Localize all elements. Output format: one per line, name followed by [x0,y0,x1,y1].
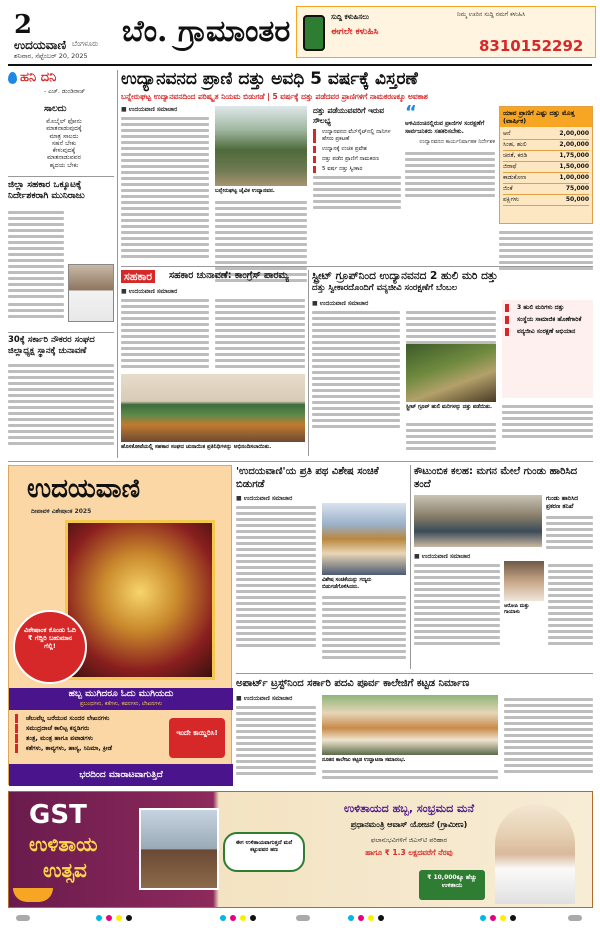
adoption-amount: 1,75,000 [559,152,589,159]
gst-ad [8,791,593,908]
quote-text: ಅಳಿವಿನಂಚಿನಲ್ಲಿರುವ ಪ್ರಾಣಿಗಳ ಸಂರಕ್ಷಣೆಗೆ ಸಾರ್ವಜನಿಕರು ಸಹಕರಿಸಬೇಕು. [405,120,485,135]
family-headline: ಕೌಟುಂಬಿಕ ಕಲಹ: ಮಗನ ಮೇಲೆ ಗುಂಡು ಹಾರಿಸಿದ ತಂದೆ [414,466,578,490]
page-number: 2 [14,10,33,40]
sahakara-story [121,270,305,458]
tiger-subhead: ದತ್ತು ಸ್ವೀಕಾರದೊಂದಿಗೆ ವನ್ಯಜೀವಿ ಸಂರಕ್ಷಣೆಗೆ ಬೆಂಬಲ [312,283,458,293]
lead-photo-caption: ಬನ್ನೇರುಘಟ್ಟ ಜೈವಿಕ ಉದ್ಯಾನವನ. [215,188,275,194]
family-photo-2 [504,561,544,601]
ad-badge: ವಿಶೇಷಾಂಕ ಕೊಂಡು ಓದಿ ₹ ಗೆದ್ದಿರಿ ಬಹುಮಾನ ಗೆಲ್ಲಿ! [13,610,87,684]
special-caption: ವಿಶೇಷ ಸಂಚಿಕೆಯನ್ನು ಗಣ್ಯರು ಬಿಡುಗಡೆಗೊಳಿಸಿದರು. [322,577,372,590]
tiger-byline: ■ ಉದಯವಾಣಿ ಸಮಾಚಾರ [312,300,369,307]
ad-subtitle: ದೀಪಾವಳಿ ವಿಶೇಷಾಂಕ 2025 [31,508,92,515]
gst-banner: ಉಳಿತಾಯದ ಹಬ್ಬ, ಸಂಭ್ರಮದ ಮನೆ [343,802,475,815]
diya-icon [13,888,53,902]
drop-icon [8,72,17,84]
family-side-caption: ಗುಂಡು ಹಾರಿಸಿದ ಪ್ರಕರಣ ತನಿಖೆ [546,495,579,510]
adoption-amount: 75,000 [565,185,589,192]
sahakara-caption: ಹೊಸಕೋಟೆಯಲ್ಲಿ ಸಹಕಾರ ಸಂಘದ ಚುನಾಯಿತ ಪ್ರತಿನಿಧಿಗಳನ್ನು ಅಭಿನಂದಿಸಲಾಯಿತು. [121,444,272,450]
adoption-amount: 1,50,000 [559,163,589,170]
poem-line: ಕೇಳುವುದಕ್ಕೆ [52,147,76,155]
adoption-amount: 2,00,000 [559,130,589,137]
gst-sub: ಫಲಾನುಭವಿಗಳಿಗೆ ಜಿಎಸ್‌ಟಿ ಪರಿಹಾರ [370,836,448,844]
facility-item: 5 ವರ್ಷ ದತ್ತು ಸ್ವೀಕಾರ [313,166,401,173]
adoption-table-row [503,195,589,206]
special-issue-story [236,465,406,671]
facility-box [313,106,401,256]
registration-marks [0,912,600,926]
portrait-photo [68,264,114,322]
left-story-1 [8,180,114,330]
family-byline: ■ ಉದಯವಾಣಿ ಸಮಾಚಾರ [414,553,471,560]
special-headline: 'ಉದಯವಾಣಿ'ಯ ಪ್ರತಿ ಪಥ ವಿಶೇಷ ಸಂಚಿಕೆ ಬಿಡುಗಡೆ [236,466,379,490]
tiger-box [502,300,593,398]
cover-image [65,520,215,680]
masthead [0,0,600,62]
ad-side-badge: ಇಂದೇ ಕಾಯ್ದಿರಿಸಿ! [169,718,225,758]
gst-amount: ಹಾಗೂ ₹ 1.3 ಲಕ್ಷದವರೆಗೆ ನೆರವು [365,848,453,857]
left-story-2 [8,335,114,460]
poem-line: ಮಾತ್ರ ಸಾಲದು [49,132,79,140]
contact-phone: 8310152292 [479,37,584,55]
adoption-animal: ಜಿಂಕೆ [503,185,513,192]
edition: ಬೆಂಗಳೂರು [72,40,99,48]
tiger-caption: ಸ್ಟ್ರೀಟ್ ಗ್ರೂಪ್ ಹುಲಿ ಮರಿಗಳನ್ನು ದತ್ತು ಪಡೆಯಿತು. [406,404,493,410]
ad-band-1-sub: ಪ್ರಬಂಧಗಳು, ಕತೆಗಳು, ಕವನಗಳು, ಲೇಖನಗಳು [80,701,162,707]
tiger-headline: ಸ್ಟ್ರೀಟ್ ಗ್ರೂಪ್‌ನಿಂದ ಉದ್ಯಾನವನದ 2 ಹುಲಿ ಮರಿ ದತ್ತು [312,270,498,282]
adoption-amount: 1,00,000 [559,174,589,181]
facility-item: ಉದ್ಯಾನವನದ ವೆಬ್‌ಸೈಟ್‌ನಲ್ಲಿ ದಾನಿಗಳ ಹೆಸರು ಪ್ರಕಟಣೆ [313,129,401,143]
adoption-table-title: ಯಾವ ಪ್ರಾಣಿಗೆ ಎಷ್ಟು ದತ್ತು ಮೊತ್ತ (ವಾರ್ಷಿಕ) [500,107,592,127]
adoption-table-row [503,140,589,151]
contact-ad [296,6,596,58]
poem-line: ಮಾತನಾಡುವವರ [46,154,82,162]
sahakara-tag: ಸಹಕಾರ [121,270,155,283]
adoption-table-row [503,151,589,162]
adoption-table [499,106,593,224]
adoption-animal: ಕಾಡುಕೋಣ [503,174,527,181]
college-building-story [236,677,593,787]
family-photo [414,495,542,547]
adoption-amount: 2,00,000 [559,141,589,148]
quote-box [405,102,495,256]
tiger-box-item: ಸಂಸ್ಥೆಯ ಸಾಮಾಜಿಕ ಹೊಣೆಗಾರಿಕೆ [505,316,590,324]
college-caption: ನೂತನ ಕಾಲೇಜು ಕಟ್ಟಡ ಉದ್ಘಾಟನಾ ಸಮಾರಂಭ. [322,757,406,763]
adoption-table-row [503,173,589,184]
sahakara-photo [121,374,305,442]
adoption-animal: ಸಿಂಹ, ಹುಲಿ [503,141,527,148]
gst-text: GST [29,800,87,830]
lead-photo [215,106,307,186]
gst-scheme: ಪ್ರಧಾನಮಂತ್ರಿ ಆವಾಸ್ ಯೋಜನೆ (ಗ್ರಾಮೀಣ) [350,820,468,829]
tiger-box-item: ವನ್ಯಜೀವಿ ಸಂರಕ್ಷಣೆ ಅಭಿಯಾನ [505,328,590,336]
ad-band-1-text: ಹಬ್ಬ ಮುಗಿದರೂ ಓದು ಮುಗಿಯದು [68,689,174,699]
college-photo [322,695,498,755]
facility-item: ಉದ್ಯಾನಕ್ಕೆ ಉಚಿತ ಪ್ರವೇಶ [313,146,401,153]
left-story-1-headline: ಜಿಲ್ಲಾ ಸಹಕಾರ ಒಕ್ಕೂಟಕ್ಕೆ ನಿರ್ದೇಶಕರಾಗಿ ಮುನಿರಾಜು [8,180,85,201]
adoption-animal: ಜಿರಾಫೆ [503,163,517,170]
contact-ad-text-1: ಸುದ್ದಿ ಕಳುಹಿಸಲು [331,13,370,21]
gst-bubble: ಈಗ ಉಳಿತಾಯವಾಗುತ್ತದೆ ಮನೆ ಕಟ್ಟುವವರ ಹಣ [223,832,305,872]
ad-bullet: ಸಮುದ್ರದಾಚೆ ಕಾಲಿಟ್ಟ ಕನ್ನಡಿಗರು [15,724,163,733]
family-caption: ಆರೋಪಿ ಮತ್ತು ಗಾಯಾಳು [504,603,530,615]
ad-bullet: ತಂತ್ರ, ಮಂತ್ರ ಹಾಗೂ ಪವಾಡಗಳು [15,734,163,743]
poem-title: ಸಾಲದು [44,104,67,114]
adoption-amount: 50,000 [565,196,589,203]
house-image [139,808,219,890]
hanidani-author: - ಎಚ್. ಡುಂಡಿರಾಜ್ [44,88,86,95]
issue-date: ಶನಿವಾರ, ಸೆಪ್ಟೆಂಬರ್ 20, 2025 [14,52,88,60]
gst-line-1: ಉಳಿತಾಯ [29,832,98,856]
quote-author: ಉದ್ಯಾನವನದ ಕಾರ್ಯನಿರ್ವಾಹಕ ನಿರ್ದೇಶಕ [419,139,495,145]
facility-box-title: ದತ್ತು ಪಡೆಯುವವರಿಗೆ ಇರುವ ಸೌಲಭ್ಯ [313,106,385,125]
gst-save: ₹ 10,000ಕ್ಕೂ ಹೆಚ್ಚು ಉಳಿತಾಯ [419,870,485,900]
ad-bullet: ಕತೆಗಳು, ಕಾವ್ಯಗಳು, ಹಾಸ್ಯ, ಸಿನಿಮಾ, ಕ್ರೀಡೆ [15,744,163,753]
adoption-animal: ಆನೆ [503,130,511,137]
udayavani-special-ad [8,465,232,785]
tiger-box-item: 3 ಹುಲಿ ಮರಿಗಳು ದತ್ತು [505,304,590,312]
tiger-photo [406,344,496,402]
hanidani-title: ಹನಿ ದನಿ [20,70,57,85]
sahakara-headline: ಸಹಕಾರ ಚುನಾವಣೆ: ಕಾಂಗ್ರೆಸ್ ಪಾರಮ್ಯ [169,270,289,281]
lead-headline: ಉದ್ಯಾನವನದ ಪ್ರಾಣಿ ದತ್ತು ಅವಧಿ 5 ವರ್ಷಕ್ಕೆ ವಿಸ್ತರಣೆ [121,69,418,89]
ad-logo: ಉದಯವಾಣಿ [27,474,140,504]
adoption-table-row [503,162,589,173]
poem-line: ಮೊಬೈಲ್ ಫೋನು [46,118,82,125]
ad-band-1 [9,688,233,710]
college-headline: ಅಪಾರ್ಟ್ ಟ್ರಸ್ಟ್‌ನಿಂದ ಸರ್ಕಾರಿ ಪದವಿ ಪೂರ್ವ ಕಾಲೇಜಿಗೆ ಕಟ್ಟಡ ನಿರ್ಮಾಣ [236,678,470,689]
college-byline: ■ ಉದಯವಾಣಿ ಸಮಾಚಾರ [236,695,293,702]
phone-icon [303,15,325,51]
ad-bullet: ಚೆಲುವೆಲ್ಲ ಬರೆಯುವ ಸುಂದರ ಲೇಖನಗಳು [15,714,163,723]
contact-ad-text-2: ಈಗಲೇ ಕಳುಹಿಸಿ [331,27,379,37]
sahakara-byline: ■ ಉದಯವಾಣಿ ಸಮಾಚಾರ [121,288,178,295]
quote-mark-icon: “ [405,102,417,123]
family-dispute-story [414,465,593,671]
contact-ad-caption: ನಿಮ್ಮ ಊರಿನ ಸುದ್ದಿ ನಮಗೆ ಕಳುಹಿಸಿ [457,11,526,18]
adoption-animal: ಚಿರತೆ, ಕರಡಿ [503,152,528,159]
special-photo [322,503,406,575]
lead-byline: ■ ಉದಯವಾಣಿ ಸಮಾಚಾರ [121,106,178,113]
adoption-animal: ಪಕ್ಷಿಗಳು [503,196,519,203]
tiger-adoption-story [312,270,593,458]
special-byline: ■ ಉದಯವಾಣಿ ಸಮಾಚಾರ [236,495,293,502]
pm-photo [495,804,575,904]
adoption-table-row [503,129,589,140]
gst-line-2: ಉತ್ಸವ [43,858,87,882]
poem-line: ಸಹನೆ ಬೇಕು [51,139,77,147]
poem-line: ಹೃದಯ ಬೇಕು [49,161,79,169]
ad-band-2: ಭರದಿಂದ ಮಾರಾಟವಾಗುತ್ತಿದೆ [9,764,233,786]
poem-line: ಮಾತನಾಡುವುದಕ್ಕೆ [46,125,82,133]
section-title: ಬೆಂ. ಗ್ರಾಮಾಂತರ [122,14,291,49]
paper-name: ಉದಯವಾಣಿ [14,38,67,52]
left-story-2-headline: 30ಕ್ಕೆ ಸರ್ಕಾರಿ ನೌಕರರ ಸಂಘದ ಜಿಲ್ಲಾಧ್ಯಕ್ಷ ಸ್ಥಾನಕ್ಕೆ ಚುನಾವಣೆ [8,335,95,356]
hanidani-column [8,70,112,173]
adoption-table-row [503,184,589,195]
facility-item: ದತ್ತು ಪಡೆದ ಪ್ರಾಣಿಗೆ ನಾಮಕರಣ [313,156,401,163]
lead-subhead: ಬನ್ನೇರುಘಟ್ಟ ಉದ್ಯಾನವನದಿಂದ ಪರಿಷ್ಕೃತ ನಿಯಮ ಬಿಡುಗಡೆ | 5 ವರ್ಷಕ್ಕೆ ದತ್ತು ಪಡೆದವರ ಪ್ರಾಣಿಗಳಿಗೆ ನಾಮಕರಣಕ್ಕೂ ಅವಕಾಶ [121,92,428,101]
